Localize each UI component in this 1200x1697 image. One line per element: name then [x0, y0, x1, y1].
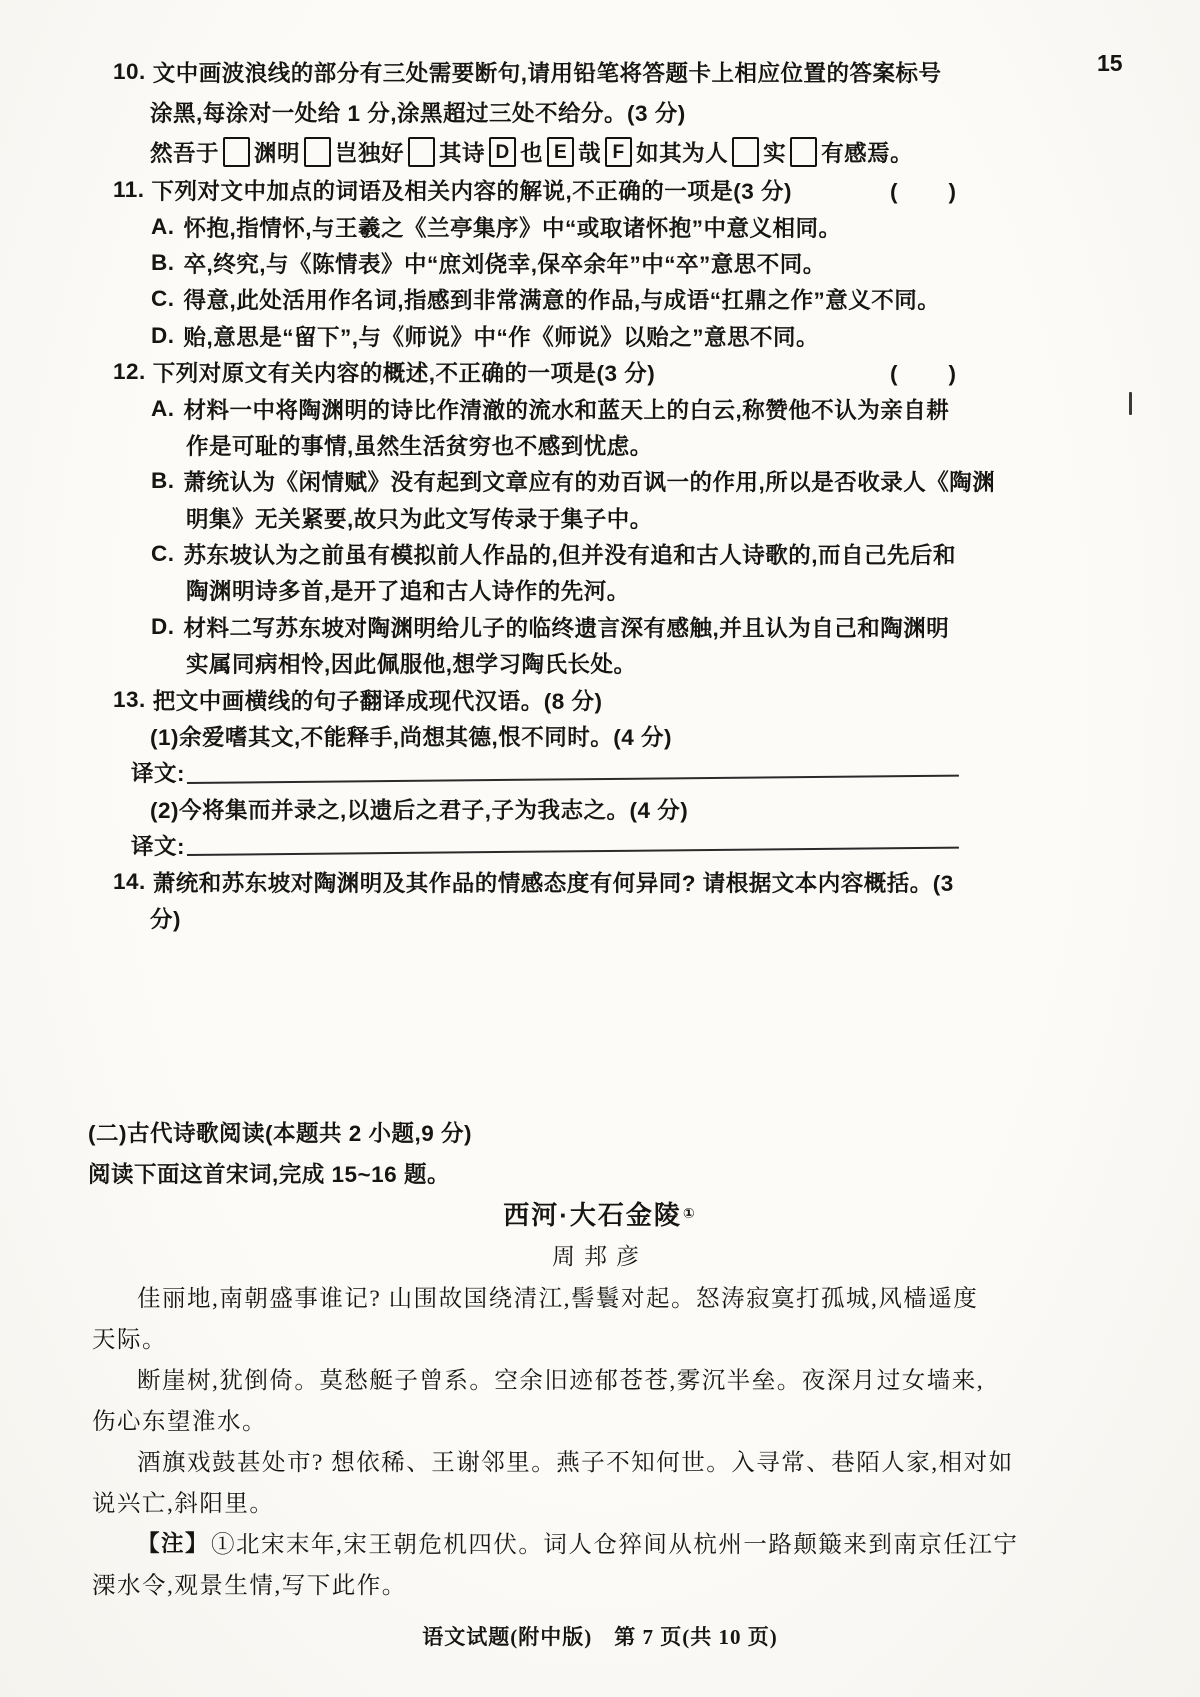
q13-translation-line-1 [0, 754, 1200, 790]
q14-stem-text-2: 分) [150, 907, 181, 932]
exam-content [0, 52, 1200, 1656]
poem-line [0, 1316, 1200, 1357]
q11-option-b [0, 245, 1200, 281]
poem-note-line-1 [0, 1521, 1200, 1562]
q14-stem-text-1: 萧统和苏东坡对陶渊明及其作品的情感态度有何异同? 请根据文本内容概括。(3 [152, 870, 954, 896]
poem-line [0, 1398, 1200, 1439]
section2-heading-text: (二)古代诗歌阅读(本题共 2 小题,9 分) [88, 1120, 473, 1146]
poem-author: 周邦彦 [552, 1244, 648, 1270]
poem-text: 断崖树,犹倒倚。莫愁艇子曾系。空余旧迹郁苍苍,雾沉半垒。夜深月过女墙来, [137, 1367, 985, 1394]
option-text: 材料二写苏东坡对陶渊明给儿子的临终遗言深有感触,并且认为自己和陶渊明 [183, 615, 950, 641]
q14-stem-line-2 [0, 900, 1200, 936]
q11-stem [0, 172, 1200, 208]
option-label: B. [151, 249, 175, 275]
q11-option-c [0, 281, 1200, 317]
poem-title-line [0, 1193, 1200, 1234]
q11-number: 11. [113, 177, 145, 203]
option-text: 怀抱,指情怀,与王羲之《兰亭集序》中“或取诸怀抱”中意义相同。 [183, 215, 842, 241]
option-text: 贻,意思是“留下”,与《师说》中“作《师说》以贻之”意思不同。 [183, 324, 820, 350]
poem-line [0, 1439, 1200, 1480]
answer-box-f: F [605, 137, 632, 167]
q12-option-c-line2 [0, 572, 1200, 608]
q13-stem [0, 681, 1200, 717]
section2-heading [0, 1111, 1200, 1152]
q11-option-a [0, 208, 1200, 244]
seg-text: 哉 [578, 141, 602, 166]
answer-box-b [304, 137, 331, 167]
option-label: B. [151, 468, 175, 494]
answer-box-h [790, 137, 817, 167]
option-text: 得意,此处活用作名词,指感到非常满意的作品,与成语“扛鼎之作”意义不同。 [183, 288, 941, 314]
q12-number: 12. [113, 359, 146, 385]
q12-option-a-line1 [0, 390, 1200, 426]
q11-answer-bracket: ( ) [890, 179, 958, 205]
q13-part2 [0, 791, 1200, 827]
poem-note-line-2 [0, 1562, 1200, 1603]
q11-stem-text: 下列对文中加点的词语及相关内容的解说,不正确的一项是(3 分) [151, 179, 793, 205]
q10-stem-line-1 [0, 52, 1200, 92]
q14-stem-line-1 [0, 863, 1200, 899]
q10-stem-text-1: 文中画波浪线的部分有三处需要断句,请用铅笔将答题卡上相应位置的答案标号 [152, 61, 942, 86]
q13-stem-text: 把文中画横线的句子翻译成现代汉语。(8 分) [152, 688, 603, 714]
option-text: 明集》无关紧要,故只为此文写传录于集子中。 [186, 506, 653, 532]
poem-line [0, 1275, 1200, 1316]
note-label: 【注】 [137, 1530, 210, 1556]
poem-title: 西河·大石金陵 [503, 1200, 682, 1231]
seg-text: 实 [763, 141, 787, 166]
answer-box-d: D [489, 137, 516, 167]
footer-text: 语文试题(附中版) 第 7 页(共 10 页) [422, 1624, 778, 1649]
q10-number: 10. [113, 59, 146, 84]
seg-text: 也 [520, 141, 544, 166]
page-footer [0, 1615, 1200, 1656]
option-text: 实属同病相怜,因此佩服他,想学习陶氏长处。 [186, 652, 637, 678]
q12-option-b-line2 [0, 500, 1200, 536]
q12-stem [0, 354, 1200, 390]
option-label: D. [151, 322, 175, 348]
q12-option-d-line1 [0, 609, 1200, 645]
option-label: A. [151, 395, 175, 421]
q11-option-d [0, 318, 1200, 354]
answer-box-a [223, 137, 250, 167]
section2-intro-text: 阅读下面这首宋词,完成 15~16 题。 [88, 1161, 450, 1187]
q10-stem-text-2: 涂黑,每涂对一处给 1 分,涂黑超过三处不给分。(3 分) [150, 101, 686, 126]
option-label: C. [151, 286, 175, 312]
q13-part2-text: (2)今将集而并录之,以遗后之君子,子为我志之。(4 分) [150, 797, 689, 823]
answer-box-c [408, 137, 435, 167]
q13-part1-text: (1)余爱嗜其文,不能释手,尚想其德,恨不同时。(4 分) [150, 725, 673, 751]
note-text-2: 溧水令,观景生情,写下此作。 [92, 1572, 407, 1599]
seg-text: 岂独好 [335, 141, 405, 166]
seg-text: 渊明 [254, 141, 301, 166]
q14-number: 14. [113, 868, 146, 894]
q13-translation-line-2 [0, 827, 1200, 863]
translation-blank-line [187, 754, 959, 783]
poem-line [0, 1480, 1200, 1521]
poem-text: 佳丽地,南朝盛事谁记? 山围故国绕清江,髻鬟对起。怒涛寂寞打孤城,风樯遥度 [137, 1285, 979, 1312]
q10-stem-line-2 [0, 92, 1200, 132]
option-label: C. [151, 541, 175, 567]
page-margin-number: 15 [1097, 50, 1123, 76]
option-text: 作是可耻的事情,虽然生活贫穷也不感到忧虑。 [186, 433, 653, 459]
answer-box-g [732, 137, 759, 167]
q12-stem-text: 下列对原文有关内容的概述,不正确的一项是(3 分) [152, 361, 656, 387]
q12-option-b-line1 [0, 463, 1200, 499]
poem-text: 天际。 [92, 1326, 167, 1353]
q13-part1 [0, 718, 1200, 754]
translation-label: 译文: [131, 761, 185, 787]
seg-text: 如其为人 [636, 141, 729, 166]
option-text: 卒,终究,与《陈情表》中“庶刘侥幸,保卒余年”中“卒”意思不同。 [183, 251, 826, 277]
poem-author-line [0, 1234, 1200, 1275]
answer-box-e: E [547, 137, 574, 167]
poem-line [0, 1357, 1200, 1398]
translation-label: 译文: [131, 834, 185, 860]
poem-text: 伤心东望淮水。 [92, 1408, 267, 1435]
q13-number: 13. [113, 686, 146, 712]
translation-blank-line [187, 827, 959, 856]
option-text: 陶渊明诗多首,是开了追和古人诗作的先河。 [186, 579, 630, 605]
q10-segmentation-sentence [0, 132, 1200, 172]
seg-text: 有感焉。 [821, 141, 914, 166]
poem-title-footnote-marker: ① [682, 1205, 697, 1222]
option-label: A. [151, 213, 175, 239]
note-text-1: ①北宋末年,宋王朝危机四伏。词人仓猝间从杭州一路颠簸来到南京任江宁 [211, 1531, 1019, 1558]
q12-answer-bracket: ( ) [890, 361, 958, 387]
q12-option-d-line2 [0, 645, 1200, 681]
seg-text: 其诗 [439, 141, 486, 166]
seg-text: 然吾于 [150, 141, 220, 166]
option-text: 苏东坡认为之前虽有模拟前人作品的,但并没有追和古人诗歌的,而自己先后和 [183, 543, 957, 569]
poem-text: 说兴亡,斜阳里。 [92, 1490, 275, 1517]
option-text: 材料一中将陶渊明的诗比作清澈的流水和蓝天上的白云,称赞他不认为亲自耕 [183, 397, 950, 423]
q12-option-a-line2 [0, 427, 1200, 463]
option-text: 萧统认为《闲情赋》没有起到文章应有的劝百讽一的作用,所以是否收录人《陶渊 [183, 470, 996, 496]
poem-text: 酒旗戏鼓甚处市? 想依稀、王谢邻里。燕子不知何世。入寻常、巷陌人家,相对如 [137, 1449, 1014, 1476]
section2-intro [0, 1152, 1200, 1193]
q12-option-c-line1 [0, 536, 1200, 572]
option-label: D. [151, 613, 175, 639]
